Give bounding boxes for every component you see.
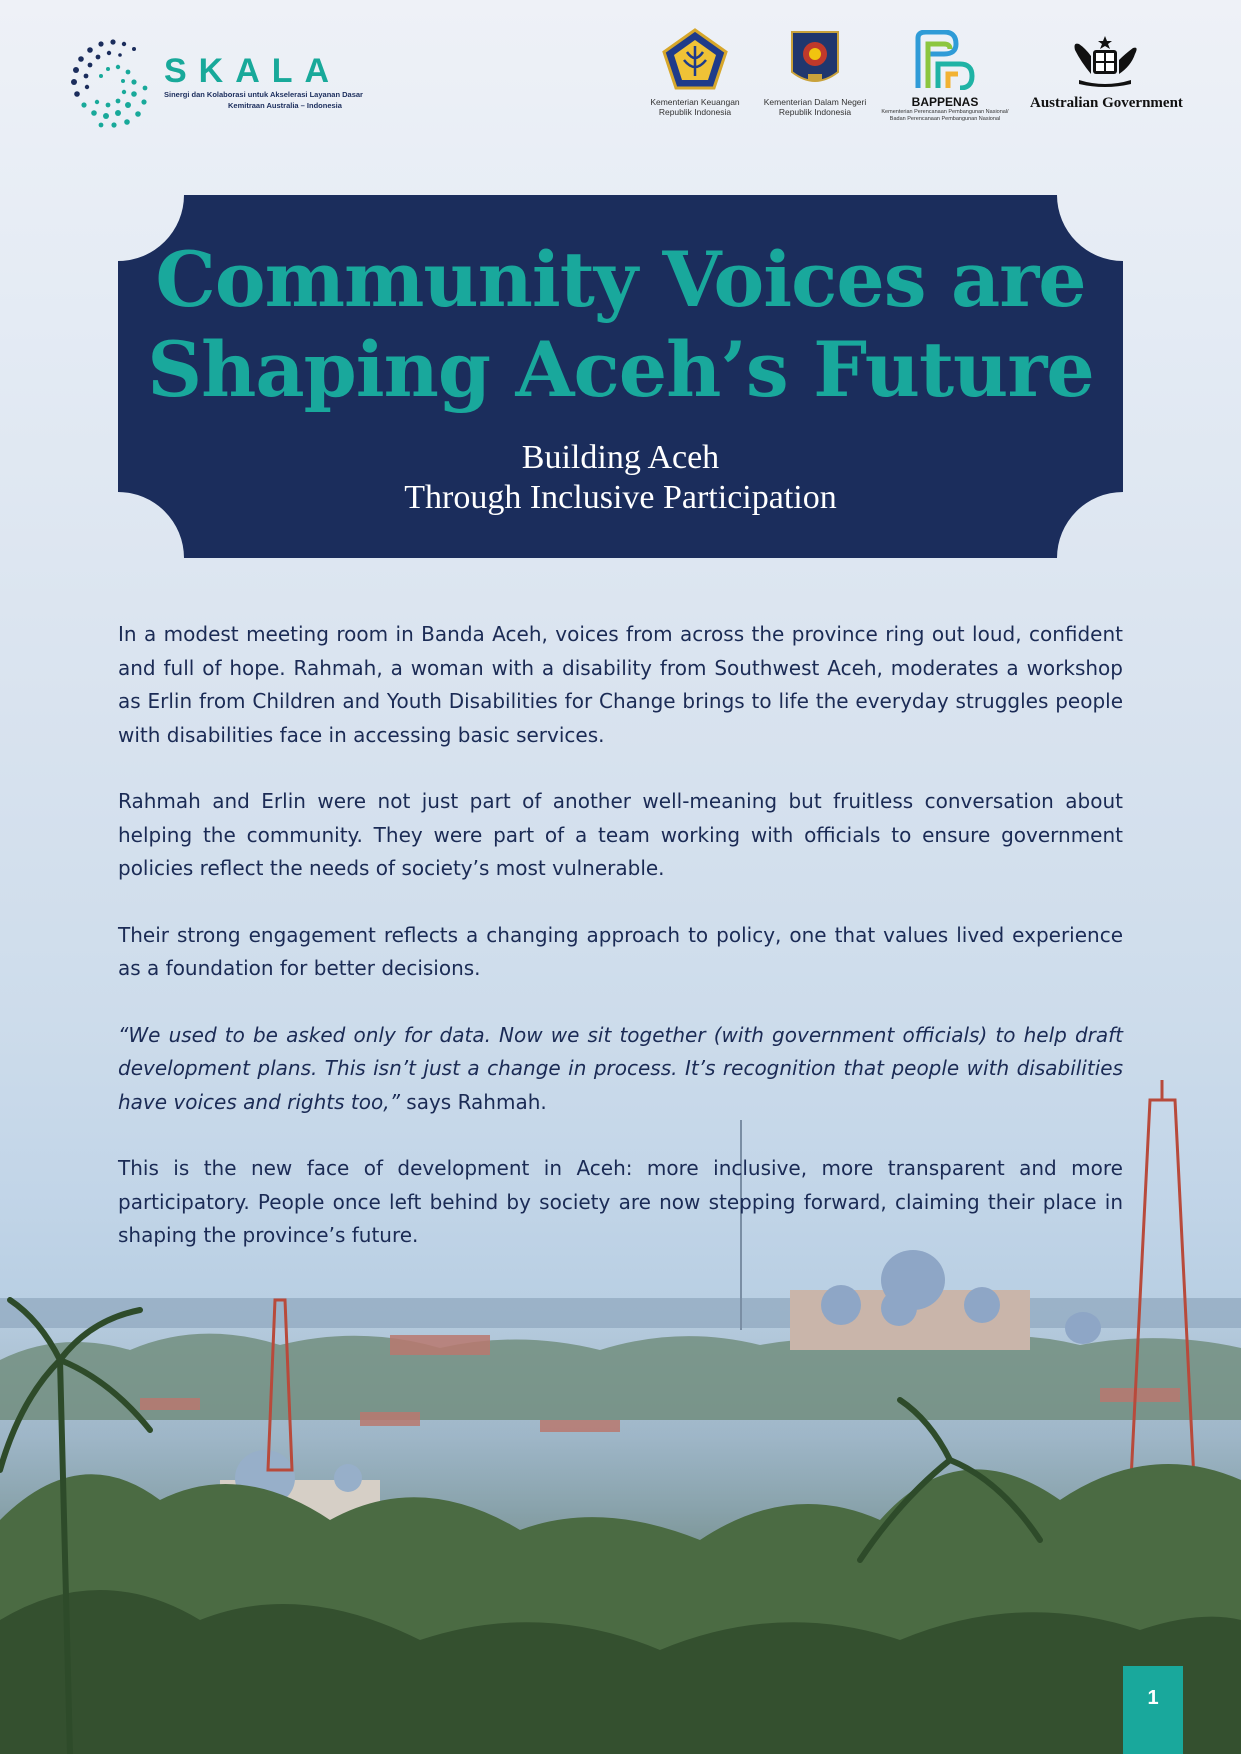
page-subtitle [118, 438, 1123, 518]
rahmah-quote: “We used to be asked only for data. Now we sit together (with government officials) to help draft development plans. This isn’t just a change in process. It’s recognition that people with disabilities have voices and rights too,” [118, 1022, 1123, 1114]
quote-attribution: says Rahmah. [399, 1089, 547, 1114]
bappenas-logo [880, 30, 1010, 122]
header [0, 0, 1241, 140]
kemenkeu-emblem-icon [660, 28, 730, 92]
page-title [118, 235, 1123, 415]
skala-logo [68, 36, 363, 130]
bappenas-desc-2: Badan Perencanaan Pembangunan Nasional [889, 115, 1001, 122]
australian-government-logo [1030, 32, 1183, 112]
subtitle-line-2: Through Inclusive Participation [404, 479, 837, 516]
skala-partnership: Kemitraan Australia – Indonesia [228, 101, 342, 110]
page-number: 1 [1123, 1666, 1183, 1754]
kemendagri-name: Kementerian Dalam Negeri [763, 97, 867, 107]
skala-dots-icon [68, 36, 158, 128]
kemenkeu-country: Republik Indonesia [658, 107, 732, 117]
title-line-1: Community Voices are [155, 235, 1086, 324]
bappenas-desc-1: Kementerian Perencanaan Pembangunan Nasional/ [881, 109, 1009, 115]
title-line-2: Shaping Aceh’s Future [147, 325, 1094, 414]
kemenkeu-name: Kementerian Keuangan [650, 97, 740, 107]
paragraph-3: Their strong engagement reflects a changing approach to policy, one that values lived experience as a foundation for better decisions. [118, 922, 1123, 980]
kemenkeu-logo [645, 28, 745, 117]
paragraph-2: Rahmah and Erlin were not just part of another well-meaning but fruitless conversation about helping the community. They were part of a team working with officials to ensure government policies reflect the needs of society’s most vulnerable. [118, 789, 1123, 880]
subtitle-line-1: Building Aceh [521, 439, 720, 476]
bappenas-name: BAPPENAS [911, 95, 979, 109]
bappenas-mark-icon [910, 30, 980, 90]
skala-wordmark: SKALA [164, 52, 342, 90]
kemendagri-logo [760, 28, 870, 117]
kemendagri-shield-icon [788, 28, 842, 92]
australian-government-name: Australian Government [1030, 95, 1183, 111]
paragraph-4 [118, 1019, 1123, 1120]
skala-tagline: Sinergi dan Kolaborasi untuk Akselerasi Layanan Dasar [164, 90, 363, 99]
paragraph-5: This is the new face of development in Aceh: more inclusive, more transparent and more participatory. People once left behind by society are now stepping forward, claiming their place in shaping the province’s future. [118, 1156, 1123, 1247]
kemendagri-country: Republik Indonesia [778, 107, 852, 117]
article-body [118, 618, 1123, 1286]
coat-of-arms-icon [1065, 32, 1145, 90]
title-banner [118, 195, 1123, 558]
paragraph-1: In a modest meeting room in Banda Aceh, voices from across the province ring out loud, confident and full of hope. Rahmah, a woman with a disability from Southwest Aceh, moderates a workshop as Erlin from Children and Youth Disabilities for Change brings to life the everyday struggles people with disabilities face in accessing basic services. [118, 622, 1123, 747]
